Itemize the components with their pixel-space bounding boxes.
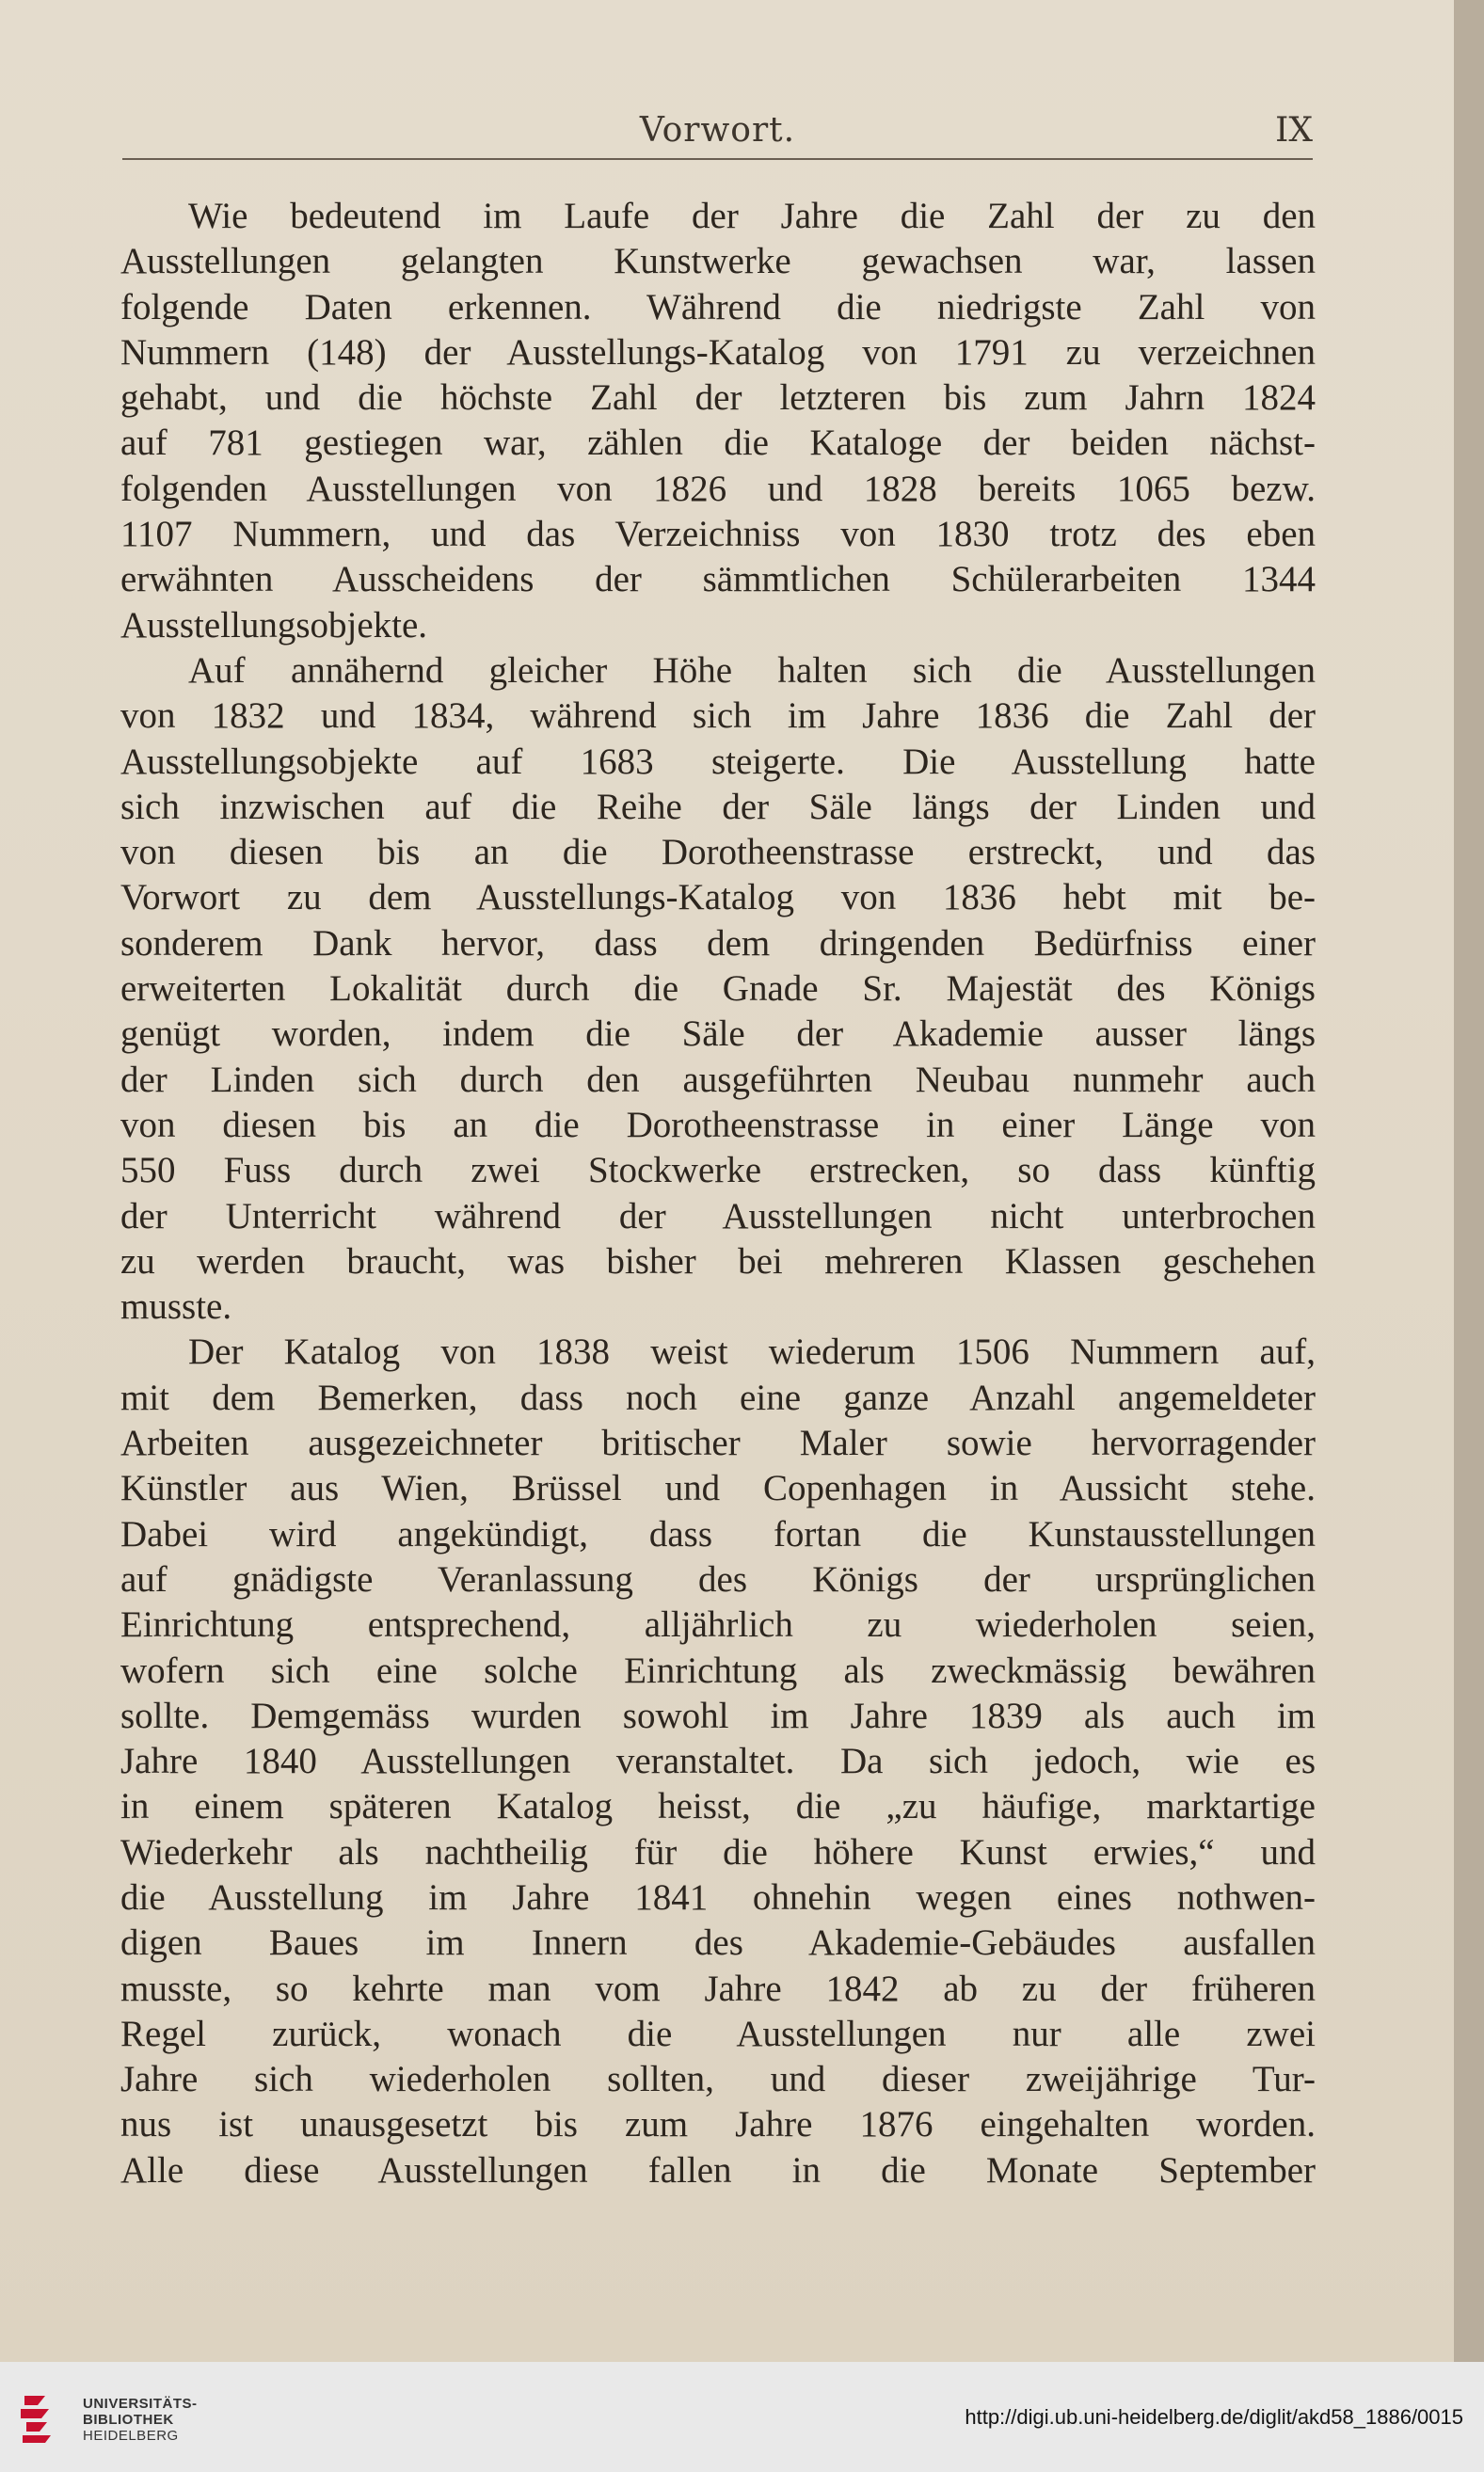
text-line: folgende Daten erkennen. Während die niedrigste Zahl von [120,286,1316,327]
text-line: von 1832 und 1834, während sich im Jahre 1836 die Zahl der [120,695,1316,737]
page-number: IX [1275,111,1313,150]
library-name-line: BIBLIOTHEK [83,2412,174,2428]
header-title: Vorwort. [639,111,796,150]
running-header [122,111,1313,164]
header-rule [122,158,1313,160]
text-line: Ausstellungen gelangten Kunstwerke gewachsen war, lassen [120,241,1316,282]
text-line: 1107 Nummern, und das Verzeichniss von 1830 trotz des eben [120,514,1316,555]
text-line: Dabei wird angekündigt, dass fortan die Kunstausstellungen [120,1513,1316,1555]
text-line: erwähnten Ausscheidens der sämmtlichen Schülerarbeiten 1344 [120,559,1316,600]
text-line: der Unterricht während der Ausstellungen nicht unterbrochen [120,1195,1316,1236]
source-url-link[interactable]: http://digi.ub.uni-heidelberg.de/diglit/akd58_1886/0015 [965,2405,1463,2429]
text-line: nus ist unausgesetzt bis zum Jahre 1876 eingehalten worden. [120,2104,1316,2145]
text-line: Arbeiten ausgezeichneter britischer Maler sowie hervorragender [120,1423,1316,1464]
text-line: auf gnädigste Veranlassung des Königs der ursprünglichen [120,1558,1316,1600]
text-line: sich inzwischen auf die Reihe der Säle längs der Linden und [120,786,1316,827]
text-line: Vorwort zu dem Ausstellungs-Katalog von 1836 hebt mit be- [120,877,1316,918]
library-name-line: HEIDELBERG [83,2428,179,2444]
text-line: 550 Fuss durch zwei Stockwerke erstrecken, so dass künftig [120,1150,1316,1191]
library-logo-icon [17,2390,68,2447]
text-line: von diesen bis an die Dorotheenstrasse erstreckt, und das [120,832,1316,873]
text-line: wofern sich eine solche Einrichtung als zweckmässig bewähren [120,1650,1316,1691]
library-name-line: UNIVERSITÄTS- [83,2396,198,2412]
text-line: Künstler aus Wien, Brüssel und Copenhagen in Aussicht stehe. [120,1468,1316,1509]
text-line: sonderem Dank hervor, dass dem dringenden Bedürfniss einer [120,922,1316,964]
text-line: die Ausstellung im Jahre 1841 ohnehin wegen eines nothwen- [120,1876,1316,1918]
text-line: von diesen bis an die Dorotheenstrasse in einer Länge von [120,1104,1316,1145]
text-line: musste. [120,1286,232,1328]
text-line: folgenden Ausstellungen von 1826 und 1828 bereits 1065 bezw. [120,468,1316,509]
text-line: Ausstellungsobjekte. [120,604,428,646]
text-line: Nummern (148) der Ausstellungs-Katalog von 1791 zu verzeichnen [120,331,1316,373]
text-line: Einrichtung entsprechend, alljährlich zu wiederholen seien, [120,1604,1316,1646]
text-line: Ausstellungsobjekte auf 1683 steigerte. Die Ausstellung hatte [120,741,1316,782]
text-line: Der Katalog von 1838 weist wiederum 1506 Nummern auf, [188,1332,1316,1373]
text-line: zu werden braucht, was bisher bei mehreren Klassen geschehen [120,1240,1316,1282]
viewer-footer [0,2362,1484,2472]
text-line: digen Baues im Innern des Akademie-Gebäudes ausfallen [120,1922,1316,1964]
text-line: Alle diese Ausstellungen fallen in die Monate September [120,2149,1316,2191]
text-line: Jahre sich wiederholen sollten, und dieser zweijährige Tur- [120,2059,1316,2100]
text-line: Jahre 1840 Ausstellungen veranstaltet. Da sich jedoch, wie es [120,1741,1316,1782]
text-line: genügt worden, indem die Säle der Akademie ausser längs [120,1013,1316,1055]
text-line: der Linden sich durch den ausgeführten Neubau nunmehr auch [120,1059,1316,1100]
text-line: auf 781 gestiegen war, zählen die Kataloge der beiden nächst- [120,423,1316,464]
text-line: Regel zurück, wonach die Ausstellungen nur alle zwei [120,2013,1316,2054]
text-line: musste, so kehrte man vom Jahre 1842 ab zu der früheren [120,1968,1316,2009]
text-line: gehabt, und die höchste Zahl der letzteren bis zum Jahrn 1824 [120,377,1316,419]
text-line: in einem späteren Katalog heisst, die „zu häufige, marktartige [120,1786,1316,1827]
text-line: Auf annähernd gleicher Höhe halten sich die Ausstellungen [188,649,1316,691]
body-text [120,194,1316,2193]
text-line: Wie bedeutend im Laufe der Jahre die Zahl der zu den [188,196,1316,236]
page-edge [1454,0,1484,2362]
text-line: erweiterten Lokalität durch die Gnade Sr. Majestät des Königs [120,968,1316,1010]
library-name [83,2396,198,2444]
text-line: Wiederkehr als nachtheilig für die höhere Kunst erwies,“ und [120,1831,1316,1873]
text-line: mit dem Bemerken, dass noch eine ganze Anzahl angemeldeter [120,1377,1316,1418]
text-line: sollte. Demgemäss wurden sowohl im Jahre 1839 als auch im [120,1695,1316,1736]
